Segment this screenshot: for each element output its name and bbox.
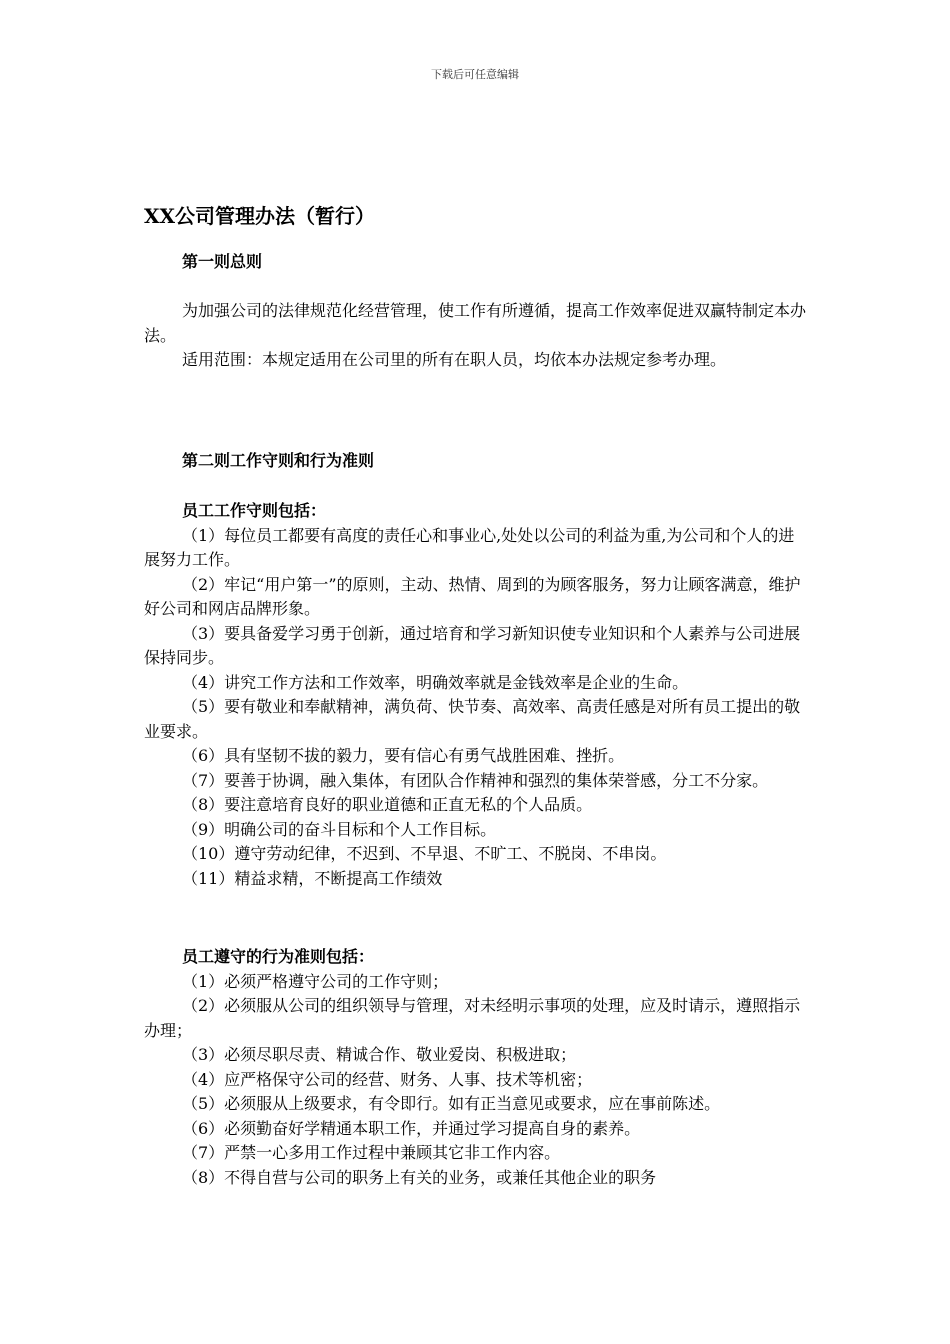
list-item: （1）必须严格遵守公司的工作守则； <box>182 971 449 991</box>
section-general <box>144 250 809 275</box>
list-item: （3）必须尽职尽责、精诚合作、敬业爱岗、积极进取； <box>182 1045 577 1064</box>
section-work-rules <box>144 449 809 474</box>
list-item: （8）要注意培育良好的职业道德和正直无私的个人品质。 <box>182 795 593 814</box>
list-item: （5）要有敬业和奉献精神，满负荷、快节奏、高效率、高责任感是对所有员工提出的敬业要求。 <box>144 697 801 741</box>
section2-heading: 第二则工作守则和行为准则 <box>182 451 375 470</box>
section1-heading: 第一则总则 <box>182 252 263 271</box>
conduct-heading: 员工遵守的行为准则包括： <box>182 947 375 966</box>
list-item: （2）牢记“用户第一”的原则，主动、热情、周到的为顾客服务，努力让顾客满意，维护好公司和网店品牌形象。 <box>144 574 801 618</box>
section1-body <box>144 299 809 373</box>
list-item: （4）讲究工作方法和工作效率，明确效率就是金钱效率是企业的生命。 <box>182 672 689 692</box>
list-item: （10）遵守劳动纪律，不迟到、不早退、不旷工、不脱岗、不串岗。 <box>182 844 667 863</box>
list-item: （4）应严格保守公司的经营、财务、人事、技术等机密； <box>182 1069 593 1089</box>
conduct-rules-list <box>144 945 809 1190</box>
list-item: （6）具有坚韧不拔的毅力，要有信心有勇气战胜困难、挫折。 <box>182 746 625 765</box>
list-item: （9）明确公司的奋斗目标和个人工作目标。 <box>182 819 497 839</box>
list-item: （5）必须服从上级要求，有令即行。如有正当意见或要求，应在事前陈述。 <box>182 1094 721 1113</box>
list-item: （2）必须服从公司的组织领导与管理，对未经明示事项的处理，应及时请示，遵照指示办理； <box>144 996 801 1040</box>
work-rules-heading: 员工工作守则包括： <box>182 501 327 520</box>
list-item: （7）严禁一心多用工作过程中兼顾其它非工作内容。 <box>182 1143 561 1162</box>
list-item: （6）必须勤奋好学精通本职工作，并通过学习提高自身的素养。 <box>182 1118 641 1138</box>
work-rules-list <box>144 499 809 891</box>
list-item: （11）精益求精，不断提高工作绩效 <box>182 868 443 888</box>
list-item: （7）要善于协调，融入集体，有团队合作精神和强烈的集体荣誉感，分工不分家。 <box>182 770 769 790</box>
document-title: XX公司管理办法（暂行） <box>144 204 376 228</box>
section1-paragraph: 适用范围：本规定适用在公司里的所有在职人员，均依本办法规定参考办理。 <box>182 350 727 369</box>
list-item: （8）不得自营与公司的职务上有关的业务，或兼任其他企业的职务 <box>182 1167 657 1187</box>
section1-paragraph: 为加强公司的法律规范化经营管理，使工作有所遵循，提高工作效率促进双赢特制定本办法。 <box>144 301 807 345</box>
list-item: （1）每位员工都要有高度的责任心和事业心,处处以公司的利益为重,为公司和个人的进展努力工作。 <box>144 525 795 569</box>
list-item: （3）要具备爱学习勇于创新，通过培育和学习新知识使专业知识和个人素养与公司进展保持同步。 <box>144 623 801 667</box>
header-note: 下载后可任意编辑 <box>431 68 519 81</box>
